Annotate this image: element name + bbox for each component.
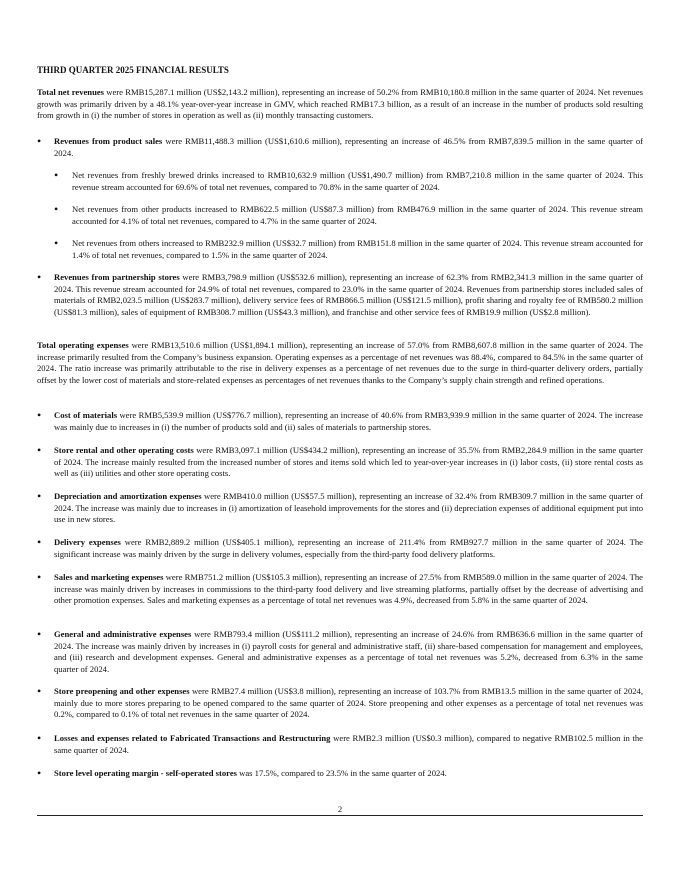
bullet-text [54,629,643,675]
bullet-icon: • [37,570,42,584]
bullet-icon: • [54,236,59,250]
opex-text: were RMB13,510.6 million (US$1,894.1 million), representing an increase of 57.0% from RMB8,607.8 million in the same quarter of 2024. The increase primarily resulted from the Company’s business expansion. Operating expenses as a percentage of net revenues was 88.4%, compared to 84.5% in the same quarter of 2024. The ratio increase was primarily attributable to the rise in delivery expenses as a percentage of net revenues due to the surge in third-quarter delivery orders, partially offset by the lower cost of materials and store-related expenses as percentages of net revenues thanks to the Company’s supply chain strength and refined operations. [37,340,643,385]
bullet-body: were RMB11,488.3 million (US$1,610.6 million), representing an increase of 46.5% from RMB7,839.5 million in the same quarter of 2024. [54,136,643,158]
net-revenues-lead: Total net revenues [37,87,105,97]
bullet-lead: Losses and expenses related to Fabricated Transactions and Restructuring [54,733,331,743]
bullet-icon: • [37,731,42,745]
bullet-icon: • [37,489,42,503]
bullet-lead: Store level operating margin - self-operated stores [54,768,237,778]
bullet-text [54,686,643,721]
bullet-lead: General and administrative expenses [54,629,192,639]
bullet-text [54,272,643,318]
bullet-icon: • [37,134,42,148]
bullet-text [54,491,643,526]
sub-bullet-text: Net revenues from other products increased to RMB622.5 million (US$87.3 million) from RMB476.9 million in the same quarter of 2024. This revenue stream accounted for 4.1% of total net revenues, compared to 4.7% in the same quarter of 2024. [72,204,643,226]
bullet-icon: • [37,408,42,422]
bullet-text [54,768,643,780]
bullet-body: were RMB3,798.9 million (US$532.6 million), representing an increase of 62.3% from RMB2,341.3 million in the same quarter of 2024. This revenue stream accounted for 24.9% of total net revenues, compared to 23.0% in the same quarter of 2024. Revenues from partnership stores included sales of materials of RMB2,023.5 million (US$283.7 million), delivery service fees of RMB866.5 million (US$121.5 million), profit sharing and royalty fee of RMB580.2 million (US$81.3 million), sales of equipment of RMB308.7 million (US$43.3 million), and franchise and other service fees of RMB19.9 million (US$2.8 million). [54,272,643,317]
bullet-body: were RMB2,889.2 million (US$405.1 million), representing an increase of 211.4% from RMB927.7 million in the same quarter of 2024. The significant increase was mainly driven by the surge in delivery volumes, especially from the third-party food delivery platforms. [54,537,643,559]
bullet-body: were RMB5,539.9 million (US$776.7 million), representing an increase of 40.6% from RMB3,939.9 million in the same quarter of 2024. The increase was mainly due to increases in (i) the number of products sold and (ii) sales of materials to partnership stores. [54,410,643,432]
sub-bullet-text: Net revenues from freshly brewed drinks increased to RMB10,632.9 million (US$1,490.7 million) from RMB7,210.8 million in the same quarter of 2024. This revenue stream accounted for 69.6% of total net revenues, compared to 70.8% in the same quarter of 2024. [72,170,643,192]
bullet-lead: Sales and marketing expenses [54,572,164,582]
bullet-body: were RMB751.2 million (US$105.3 million), representing an increase of 27.5% from RMB589.0 million in the same quarter of 2024. The increase was mainly driven by increases in commissions to the third-party food delivery and live streaming platforms, partially offset by the decrease of advertising and other promotion expenses. Sales and marketing expenses as a percentage of total net revenues was 4.9%, decreased from 5.8% in the same quarter of 2024. [54,572,643,605]
bullet-icon: • [37,766,42,780]
bullet-text [54,733,643,756]
operating-expenses-paragraph [37,340,643,386]
bullet-lead: Depreciation and amortization expenses [54,491,202,501]
bullet-lead: Revenues from partnership stores [54,272,180,282]
bullet-icon: • [54,168,59,182]
bullet-body: were RMB2.3 million (US$0.3 million), compared to negative RMB102.5 million in the same quarter of 2024. [54,733,643,755]
bullet-lead: Store preopening and other expenses [54,686,190,696]
opex-lead: Total operating expenses [37,340,129,350]
bullet-icon: • [37,270,42,284]
section-title: THIRD QUARTER 2025 FINANCIAL RESULTS [37,65,229,75]
bullet-text [54,136,643,159]
bullet-text [54,410,643,433]
bullet-icon: • [54,202,59,216]
bullet-text [54,572,643,607]
bullet-text [54,445,643,480]
bullet-lead: Store rental and other operating costs [54,445,194,455]
bullet-lead: Delivery expenses [54,537,121,547]
bullet-body: were RMB27.4 million (US$3.8 million), representing an increase of 103.7% from RMB13.5 million in the same quarter of 2024, mainly due to more stores preparing to be opened compared to the same quarter of 2024. Store preopening and other expenses as a percentage of total net revenues was 0.2%, compared to 0.1% of total net revenues in the same quarter of 2024. [54,686,643,719]
bullet-body: was 17.5%, compared to 23.5% in the same quarter of 2024. [236,768,447,778]
bullet-lead: Revenues from product sales [54,136,163,146]
bullet-icon: • [37,535,42,549]
bullet-icon: • [37,627,42,641]
net-revenues-paragraph [37,87,643,122]
page-number: 2 [337,804,343,814]
footer-divider [37,815,643,816]
bullet-text [54,537,643,560]
bullet-body: were RMB793.4 million (US$111.2 million), representing an increase of 24.6% from RMB636.6 million in the same quarter of 2024. The increase was mainly driven by increases in (i) payroll costs for general and administrative staff, (ii) share-based compensation for management and employees, and (iii) research and development expenses. General and administrative expenses as a percentage of total net revenues was 5.2%, decreased from 6.3% in the same quarter of 2024. [54,629,643,674]
sub-bullet-text: Net revenues from others increased to RMB232.9 million (US$32.7 million) from RMB151.8 million in the same quarter of 2024. This revenue stream accounted for 1.4% of total net revenues, compared to 1.5% in the same quarter of 2024. [72,238,643,260]
bullet-icon: • [37,443,42,457]
bullet-icon: • [37,684,42,698]
bullet-lead: Cost of materials [54,410,118,420]
bullet-body: were RMB3,097.1 million (US$434.2 million), representing an increase of 35.5% from RMB2,284.9 million in the same quarter of 2024. The increase mainly resulted from the increased number of stores and items sold which led to year-over-year increases in (i) labor costs, (ii) store rental costs as well as (iii) utilities and other store operating costs. [54,445,643,478]
bullet-body: were RMB410.0 million (US$57.5 million), representing an increase of 32.4% from RMB309.7 million in the same quarter of 2024. The increase was mainly due to increases in (i) amortization of leasehold improvements for the stores and (ii) depreciation expenses of additional equipment put into use in new stores. [54,491,644,524]
net-revenues-text: were RMB15,287.1 million (US$2,143.2 million), representing an increase of 50.2% from RMB10,180.8 million in the same quarter of 2024. Net revenues growth was primarily driven by a 48.1% year-over-year increase in GMV, which reached RMB17.3 billion, as a result of an increase in the number of products sold resulting from growth in (i) the number of stores in operation as well as (ii) monthly transacting customers. [37,87,643,120]
